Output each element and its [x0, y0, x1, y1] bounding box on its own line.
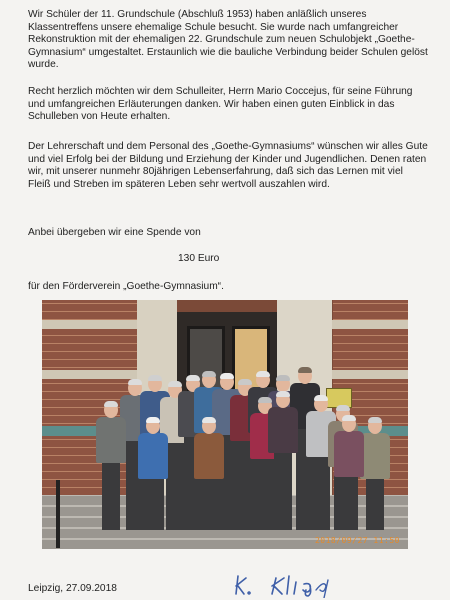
group-photo: [42, 300, 408, 549]
donation-amount: 130 Euro: [178, 253, 220, 264]
donation-recipient: für den Förderverein „Goethe-Gymnasium“.: [28, 281, 224, 292]
hand-rail: [56, 480, 60, 548]
wishes-paragraph: Der Lehrerschaft und dem Personal des „Goethe-Gymnasiums“ wünschen wir alles Gute und viel Erfolg bei der Bildung und Erziehung der Kinder und Jugendlichen. Denen raten wir, mit unserer nunmehr 80jährigen Lebenserfahrung, daß sich das Lernen mit viel Fleiß und Streben im späteren Leben sehr wertvoll auszahlen wird.: [28, 141, 428, 190]
place-and-date: Leipzig, 27.09.2018: [28, 583, 117, 594]
intro-paragraph: Wir Schüler der 11. Grundschule (Abschluß 1953) haben anläßlich unseres Klassentreffens unsere ehemalige Schule besucht. Sie wurde nach umfangreicher Rekonstruktion mit der ehemaligen 22. Grundschule zum neuen Schulobjekt „Goethe-Gymnasium“ umgestaltet. Erstaunlich wie die bauliche Verbindung beider Schulen gelöst wurde.: [28, 9, 428, 71]
donation-intro: Anbei übergeben wir eine Spende von: [28, 227, 201, 238]
thanks-paragraph: Recht herzlich möchten wir dem Schulleiter, Herrn Mario Coccejus, für seine Führung und umfangreichen Erläuterungen danken. Wir haben einen guten Einblick in das Schulleben von Heute erhalten.: [28, 86, 413, 123]
handwritten-signature: [232, 570, 342, 598]
photo-date-stamp: 2018/09/27 11:50: [314, 536, 400, 545]
